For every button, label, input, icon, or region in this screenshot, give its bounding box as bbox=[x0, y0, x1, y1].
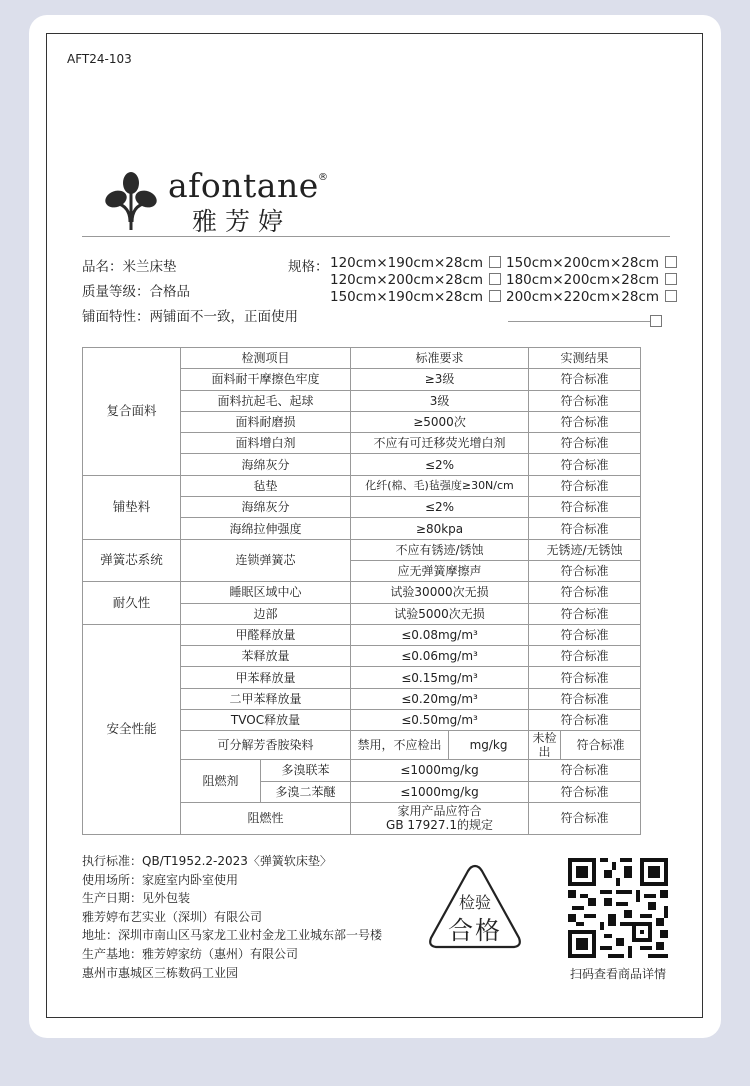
item-cell: 可分解芳香胺染料 bbox=[181, 731, 351, 760]
surface-feature: 铺面特性：两铺面不一致，正面使用 bbox=[82, 309, 298, 325]
item-cell: 睡眠区域中心 bbox=[181, 582, 351, 603]
table-row bbox=[83, 539, 641, 560]
result-cell: 符合标准 bbox=[529, 390, 641, 411]
req-cell: ≤1000mg/kg bbox=[351, 781, 529, 802]
subgroup-cell: 阻燃剂 bbox=[181, 760, 261, 803]
group-cell: 铺垫料 bbox=[83, 475, 181, 539]
item-cell: 甲苯释放量 bbox=[181, 667, 351, 688]
req-cell: 不应有可迁移荧光增白剂 bbox=[351, 433, 529, 454]
result-cell: 符合标准 bbox=[529, 582, 641, 603]
item-cell: 面料增白剂 bbox=[181, 433, 351, 454]
result-cell: 符合标准 bbox=[529, 369, 641, 390]
qr-code-icon[interactable] bbox=[568, 858, 668, 958]
req-cell: ≤0.15mg/m³ bbox=[351, 667, 529, 688]
req-cell: 应无弹簧摩擦声 bbox=[351, 560, 529, 581]
checkbox-icon[interactable] bbox=[665, 273, 677, 285]
result-cell: 符合标准 bbox=[529, 667, 641, 688]
header-cell: 实测结果 bbox=[529, 348, 641, 369]
group-cell: 复合面料 bbox=[83, 348, 181, 476]
spec-option[interactable]: 150cm×200cm×28cm bbox=[506, 255, 677, 271]
result-cell: 符合标准 bbox=[529, 781, 641, 802]
date-line: 生产日期：见外包装 bbox=[82, 891, 191, 906]
spec-option[interactable]: 200cm×220cm×28cm bbox=[506, 289, 677, 305]
item-cell: 海绵灰分 bbox=[181, 497, 351, 518]
req-cell: ≤0.20mg/m³ bbox=[351, 688, 529, 709]
item-cell: 多溴联苯 bbox=[261, 760, 351, 781]
unit-cell: mg/kg bbox=[449, 731, 529, 760]
result-cell: 符合标准 bbox=[529, 433, 641, 454]
req-cell: 不应有锈迹/锈蚀 bbox=[351, 539, 529, 560]
result-cell: 符合标准 bbox=[529, 560, 641, 581]
table-row bbox=[83, 475, 641, 496]
item-cell: 海绵拉伸强度 bbox=[181, 518, 351, 539]
item-cell: 二甲苯释放量 bbox=[181, 688, 351, 709]
header-cell: 标准要求 bbox=[351, 348, 529, 369]
spec-option[interactable]: 120cm×190cm×28cm bbox=[330, 255, 501, 271]
result-cell: 符合标准 bbox=[529, 688, 641, 709]
result-cell: 符合标准 bbox=[529, 760, 641, 781]
item-cell: 连锁弹簧芯 bbox=[181, 539, 351, 582]
spec-option[interactable]: 180cm×200cm×28cm bbox=[506, 272, 677, 288]
group-cell: 安全性能 bbox=[83, 624, 181, 834]
factory-line: 生产基地：雅芳婷家纺（惠州）有限公司 bbox=[82, 946, 299, 961]
factory-address-line: 惠州市惠城区三栋数码工业园 bbox=[82, 965, 239, 980]
req-line: GB 17927.1的规定 bbox=[386, 818, 494, 833]
table-header bbox=[83, 348, 641, 369]
result-cell: 符合标准 bbox=[529, 411, 641, 432]
req-cell: ≥80kpa bbox=[351, 518, 529, 539]
result-cell: 符合标准 bbox=[561, 731, 641, 760]
req-cell: 3级 bbox=[351, 390, 529, 411]
item-cell: 苯释放量 bbox=[181, 646, 351, 667]
checkbox-icon[interactable] bbox=[665, 290, 677, 302]
measured-cell: 未检出 bbox=[529, 731, 561, 760]
result-cell: 符合标准 bbox=[529, 710, 641, 731]
brand-name-en: afontane bbox=[168, 166, 319, 205]
req-cell bbox=[351, 802, 529, 834]
result-cell: 符合标准 bbox=[529, 497, 641, 518]
qr-caption: 扫码查看商品详情 bbox=[569, 967, 666, 981]
req-line: 家用产品应符合 bbox=[397, 804, 482, 819]
group-cell: 耐久性 bbox=[83, 582, 181, 625]
item-cell: 阻燃性 bbox=[181, 802, 351, 834]
checkbox-icon[interactable] bbox=[650, 315, 662, 327]
registered-mark: ® bbox=[318, 172, 328, 183]
result-cell: 符合标准 bbox=[529, 603, 641, 624]
table-row bbox=[83, 582, 641, 603]
footer-info bbox=[82, 852, 382, 982]
spec-option[interactable]: 120cm×200cm×28cm bbox=[330, 272, 501, 288]
req-cell: 禁用，不应检出 bbox=[351, 731, 449, 760]
item-cell: 面料耐干摩擦色牢度 bbox=[181, 369, 351, 390]
header-cell: 检测项目 bbox=[181, 348, 351, 369]
item-cell: 海绵灰分 bbox=[181, 454, 351, 475]
quality-grade: 质量等级：合格品 bbox=[82, 284, 190, 300]
checkbox-icon[interactable] bbox=[665, 256, 677, 268]
checkbox-icon[interactable] bbox=[489, 290, 501, 302]
spec-option[interactable]: 150cm×190cm×28cm bbox=[330, 289, 501, 305]
result-cell: 符合标准 bbox=[529, 802, 641, 834]
item-cell: 面料抗起毛、起球 bbox=[181, 390, 351, 411]
group-cell: 弹簧芯系统 bbox=[83, 539, 181, 582]
test-results-table bbox=[82, 347, 641, 835]
req-cell: ≤2% bbox=[351, 497, 529, 518]
req-cell: 试验30000次无损 bbox=[351, 582, 529, 603]
result-cell: 符合标准 bbox=[529, 646, 641, 667]
badge-text-inspection: 检验 bbox=[458, 893, 491, 912]
document-code: AFT24-103 bbox=[67, 52, 132, 66]
result-cell: 符合标准 bbox=[529, 518, 641, 539]
spec-label: 规格： bbox=[288, 259, 329, 275]
spec-blank-line bbox=[508, 321, 650, 322]
badge-text-qualified: 合格 bbox=[447, 916, 502, 945]
req-cell: ≤2% bbox=[351, 454, 529, 475]
item-cell: 甲醛释放量 bbox=[181, 624, 351, 645]
req-cell: ≤0.08mg/m³ bbox=[351, 624, 529, 645]
standard-line: 执行标准：QB/T1952.2-2023〈弹簧软床垫〉 bbox=[82, 854, 332, 868]
req-cell: 化纤(棉、毛)毡强度≥30N/cm bbox=[351, 475, 529, 496]
address-line: 地址：深圳市南山区马家龙工业村金龙工业城东部一号楼 bbox=[82, 928, 383, 943]
item-cell: 边部 bbox=[181, 603, 351, 624]
result-cell: 符合标准 bbox=[529, 624, 641, 645]
item-cell: 毡垫 bbox=[181, 475, 351, 496]
company-line: 雅芳婷布艺实业（深圳）有限公司 bbox=[82, 909, 263, 924]
result-cell: 无锈迹/无锈蚀 bbox=[529, 539, 641, 560]
table-row bbox=[83, 624, 641, 645]
item-cell: 多溴二苯醚 bbox=[261, 781, 351, 802]
afontane-logo-icon bbox=[104, 170, 158, 232]
brand-name-cn: 雅芳婷 bbox=[192, 207, 292, 236]
result-cell: 符合标准 bbox=[529, 454, 641, 475]
usage-line: 使用场所：家庭室内卧室使用 bbox=[82, 872, 239, 887]
item-cell: TVOC释放量 bbox=[181, 710, 351, 731]
product-name: 品名：米兰床垫 bbox=[82, 259, 177, 275]
req-cell: 试验5000次无损 bbox=[351, 603, 529, 624]
req-cell: ≥3级 bbox=[351, 369, 529, 390]
req-cell: ≤0.50mg/m³ bbox=[351, 710, 529, 731]
divider bbox=[82, 236, 670, 237]
req-cell: ≥5000次 bbox=[351, 411, 529, 432]
req-cell: ≤1000mg/kg bbox=[351, 760, 529, 781]
checkbox-icon[interactable] bbox=[489, 256, 501, 268]
req-cell: ≤0.06mg/m³ bbox=[351, 646, 529, 667]
item-cell: 面料耐磨损 bbox=[181, 411, 351, 432]
checkbox-icon[interactable] bbox=[489, 273, 501, 285]
result-cell: 符合标准 bbox=[529, 475, 641, 496]
